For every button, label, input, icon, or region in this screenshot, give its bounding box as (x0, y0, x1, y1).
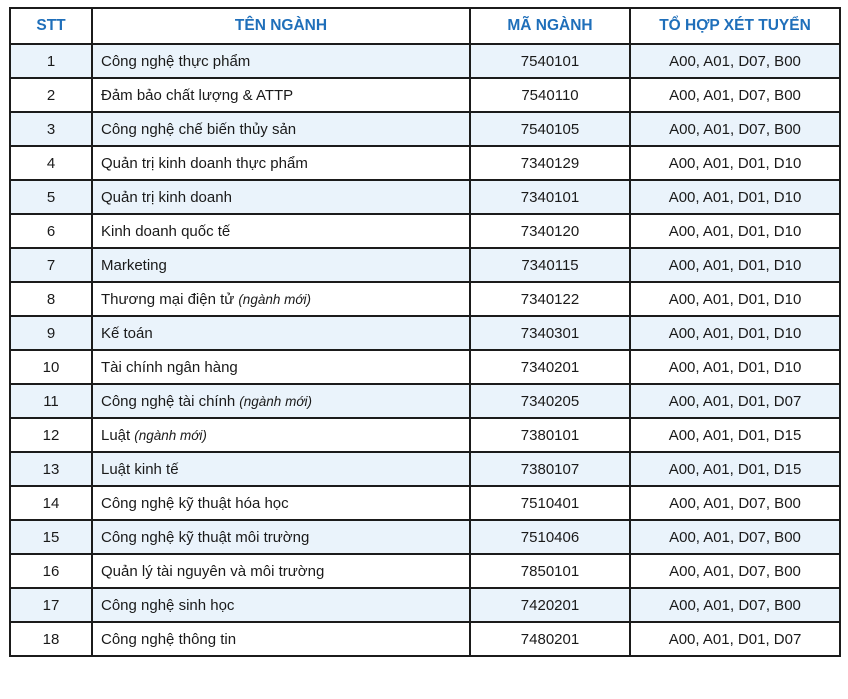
row-major-code: 7850101 (470, 554, 630, 588)
row-major-name (92, 588, 470, 622)
row-major-code: 7340205 (470, 384, 630, 418)
row-major-name (92, 44, 470, 78)
table-row (10, 486, 840, 520)
row-major-name (92, 112, 470, 146)
table-row (10, 282, 840, 316)
table-row (10, 44, 840, 78)
row-stt: 12 (10, 418, 92, 452)
major-name-text: Thương mại điện tử (101, 290, 235, 308)
table-row (10, 384, 840, 418)
major-name-text: Công nghệ kỹ thuật hóa học (101, 494, 289, 512)
row-stt: 16 (10, 554, 92, 588)
row-stt: 9 (10, 316, 92, 350)
row-major-name (92, 350, 470, 384)
row-stt: 11 (10, 384, 92, 418)
table-row (10, 112, 840, 146)
row-subject-combo: A00, A01, D07, B00 (630, 520, 840, 554)
row-subject-combo: A00, A01, D01, D10 (630, 350, 840, 384)
header-subject-combo: TỔ HỢP XÉT TUYỂN (630, 8, 840, 44)
major-name-text: Luật (101, 426, 131, 444)
row-major-name (92, 384, 470, 418)
header-major-name: TÊN NGÀNH (92, 8, 470, 44)
row-major-code: 7340122 (470, 282, 630, 316)
new-major-tag: (ngành mới) (238, 291, 312, 307)
row-subject-combo: A00, A01, D07, B00 (630, 112, 840, 146)
major-name-text: Kinh doanh quốc tế (101, 222, 231, 240)
major-name-text: Công nghệ thực phẩm (101, 52, 251, 70)
table-row (10, 248, 840, 282)
table-row (10, 214, 840, 248)
major-name-text: Công nghệ tài chính (101, 392, 236, 410)
row-major-code: 7420201 (470, 588, 630, 622)
row-major-name (92, 418, 470, 452)
row-major-name (92, 78, 470, 112)
row-major-code: 7540110 (470, 78, 630, 112)
row-major-name (92, 520, 470, 554)
table-header (10, 8, 840, 44)
row-major-code: 7340115 (470, 248, 630, 282)
row-stt: 4 (10, 146, 92, 180)
row-stt: 15 (10, 520, 92, 554)
row-stt: 1 (10, 44, 92, 78)
row-subject-combo: A00, A01, D07, B00 (630, 554, 840, 588)
row-major-code: 7340301 (470, 316, 630, 350)
row-subject-combo: A00, A01, D01, D10 (630, 316, 840, 350)
row-subject-combo: A00, A01, D01, D10 (630, 180, 840, 214)
row-subject-combo: A00, A01, D07, B00 (630, 78, 840, 112)
row-subject-combo: A00, A01, D01, D07 (630, 622, 840, 656)
row-subject-combo: A00, A01, D01, D15 (630, 418, 840, 452)
row-major-code: 7340129 (470, 146, 630, 180)
row-major-name (92, 622, 470, 656)
row-subject-combo: A00, A01, D07, B00 (630, 588, 840, 622)
row-stt: 5 (10, 180, 92, 214)
row-stt: 6 (10, 214, 92, 248)
header-major-code: MÃ NGÀNH (470, 8, 630, 44)
major-name-text: Công nghệ chế biến thủy sản (101, 120, 297, 138)
row-major-name (92, 486, 470, 520)
new-major-tag: (ngành mới) (134, 427, 207, 443)
table-row (10, 78, 840, 112)
row-major-name (92, 248, 470, 282)
header-stt: STT (10, 8, 92, 44)
table-row (10, 180, 840, 214)
row-stt: 3 (10, 112, 92, 146)
major-name-text: Công nghệ kỹ thuật môi trường (101, 528, 310, 546)
row-subject-combo: A00, A01, D07, B00 (630, 44, 840, 78)
major-name-text: Quản trị kinh doanh (101, 188, 232, 206)
row-major-code: 7340120 (470, 214, 630, 248)
table-body (10, 44, 840, 656)
row-major-code: 7380107 (470, 452, 630, 486)
row-major-name (92, 282, 470, 316)
table-row (10, 146, 840, 180)
row-subject-combo: A00, A01, D01, D10 (630, 282, 840, 316)
row-major-code: 7510406 (470, 520, 630, 554)
row-subject-combo: A00, A01, D07, B00 (630, 486, 840, 520)
row-major-name (92, 554, 470, 588)
table-row (10, 418, 840, 452)
major-name-text: Tài chính ngân hàng (101, 358, 238, 376)
row-stt: 18 (10, 622, 92, 656)
row-stt: 13 (10, 452, 92, 486)
row-major-name (92, 452, 470, 486)
table-row (10, 622, 840, 656)
row-major-name (92, 214, 470, 248)
row-major-name (92, 146, 470, 180)
row-major-code: 7540101 (470, 44, 630, 78)
row-major-code: 7340101 (470, 180, 630, 214)
row-major-name (92, 316, 470, 350)
admissions-table (9, 7, 841, 657)
major-name-text: Kế toán (101, 324, 153, 342)
row-subject-combo: A00, A01, D01, D10 (630, 214, 840, 248)
row-major-code: 7340201 (470, 350, 630, 384)
row-subject-combo: A00, A01, D01, D10 (630, 248, 840, 282)
table-row (10, 520, 840, 554)
new-major-tag: (ngành mới) (239, 393, 312, 409)
row-subject-combo: A00, A01, D01, D15 (630, 452, 840, 486)
major-name-text: Quản lý tài nguyên và môi trường (101, 562, 325, 580)
row-stt: 7 (10, 248, 92, 282)
row-major-code: 7480201 (470, 622, 630, 656)
table-row (10, 588, 840, 622)
major-name-text: Công nghệ sinh học (101, 596, 235, 614)
row-stt: 14 (10, 486, 92, 520)
major-name-text: Quản trị kinh doanh thực phẩm (101, 154, 308, 172)
row-major-code: 7540105 (470, 112, 630, 146)
row-stt: 17 (10, 588, 92, 622)
row-stt: 8 (10, 282, 92, 316)
row-subject-combo: A00, A01, D01, D07 (630, 384, 840, 418)
row-stt: 10 (10, 350, 92, 384)
table-row (10, 452, 840, 486)
row-stt: 2 (10, 78, 92, 112)
major-name-text: Marketing (101, 256, 167, 274)
row-major-name (92, 180, 470, 214)
table-row (10, 350, 840, 384)
header-row (10, 8, 840, 44)
row-major-code: 7510401 (470, 486, 630, 520)
row-major-code: 7380101 (470, 418, 630, 452)
table-row (10, 316, 840, 350)
major-name-text: Luật kinh tế (101, 460, 179, 478)
major-name-text: Công nghệ thông tin (101, 630, 237, 648)
row-subject-combo: A00, A01, D01, D10 (630, 146, 840, 180)
major-name-text: Đảm bảo chất lượng & ATTP (101, 86, 294, 104)
table-row (10, 554, 840, 588)
